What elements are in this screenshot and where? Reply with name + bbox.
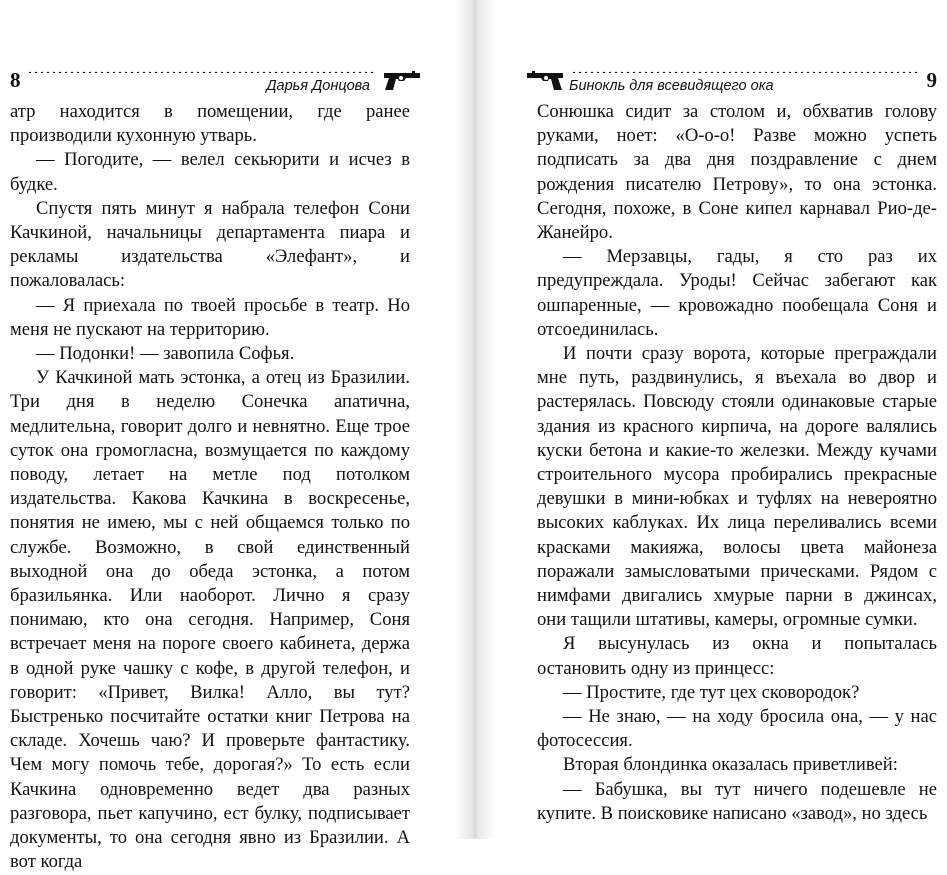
paragraph: — Бабушка, вы тут ничего подешевле не купите. В поисковике написано «завод», но здесь [537, 778, 937, 824]
paragraph: — Не знаю, — на ходу бросила она, — у нас фотосессия. [537, 706, 937, 752]
paragraph: — Мерзавцы, гады, я сто раз их предупреждала. Уроды! Сейчас забегают как ошпаренные, — кровожадно пообещала Соня и отсоединилась. [537, 246, 937, 340]
paragraph: Я высунулась из окна и попыталась остановить одну из принцесс: [537, 633, 937, 679]
dotted-rule [571, 71, 921, 73]
running-title: Дарья Донцова [266, 78, 370, 94]
page-number: 8 [10, 67, 21, 92]
right-page-header [525, 64, 937, 96]
left-page [0, 0, 470, 873]
paragraph: У Качкиной мать эстонка, а отец из Бразилии. Три дня в неделю Сонечка апатична, медлительна, говорит долго и невнятно. Еще трое суток она громогласна, возмущается по каждому поводу, летает на метле под потолком издательства. Какова Качкина в воскресенье, понятия не имею, мы с ней общаемся только по службе. Возможно, в свой единственный выходной она до обеда эстонка, а потом бразильянка. Или наоборот. Лично я сразу понимаю, кто она сегодня. Например, Соня встречает меня на пороге своего кабинета, держа в одной руке чашку с кофе, в другой телефон, и говорит: «Привет, Вилка! Алло, вы тут? Быстренько посчитайте остатки книг Петрова на складе. Хочешь чаю? И проверьте фантастику. Чем могу помочь тебе, дорогая?» То есть если Качкина одновременно ведет два разных разговора, пьет капучино, ест булку, подписывает документы, то она сегодня явно из Бразилии. А вот когда [10, 367, 410, 873]
paragraph: — Погодите, — велел секьюрити и исчез в будке. [10, 149, 410, 195]
paragraph: — Простите, где тут цех сковородок? [563, 681, 860, 703]
right-page-text [537, 100, 937, 826]
paragraph: И почти сразу ворота, которые преграждали мне путь, раздвинулись, я въехала во двор и растерялась. Повсюду стояли одинаковые старые здания из красного кирпича, на дороге валялись куски бетона и какие-то железки. Между кучами строительного мусора пробирались прекрасные девушки в мини-юбках и туфлях на невероятно высоких каблуках. Их лица переливались всеми красками макияжа, волосы цвета майонеза поражали замысловатыми прическами. Рядом с нимфами двигались хмурые парни в джинсах, они тащили штативы, камеры, огромные сумки. [537, 343, 937, 631]
paragraph: Спустя пять минут я набрала телефон Сони Качкиной, начальницы департамента пиара и рекламы издательства «Элефант», и пожаловалась: [10, 197, 410, 292]
paragraph: Вторая блондинка оказалась приветливей: [563, 754, 898, 776]
running-title: Бинокль для всевидящего ока [569, 78, 774, 94]
paragraph: — Я приехала по твоей просьбе в театр. Но меня не пускают на территорию. [10, 294, 410, 340]
revolver-icon [525, 69, 565, 91]
left-page-header [10, 64, 422, 96]
page-number: 9 [926, 67, 937, 92]
left-page-text [10, 100, 410, 875]
paragraph: Сонюшка сидит за столом и, обхватив голову руками, ноет: «О-о-о! Разве можно успеть подписать за два дня поздравление с днем рождения писателю Петрову», то она эстонка. Сегодня, похоже, в Соне кипел карнавал Рио-де-Жанейро. [537, 101, 937, 244]
dotted-rule [27, 71, 377, 73]
paragraph: атр находится в помещении, где ранее производили кухонную утварь. [10, 101, 410, 147]
paragraph: — Подонки! — завопила Софья. [36, 343, 295, 365]
right-page [477, 0, 947, 839]
revolver-icon [382, 69, 422, 91]
